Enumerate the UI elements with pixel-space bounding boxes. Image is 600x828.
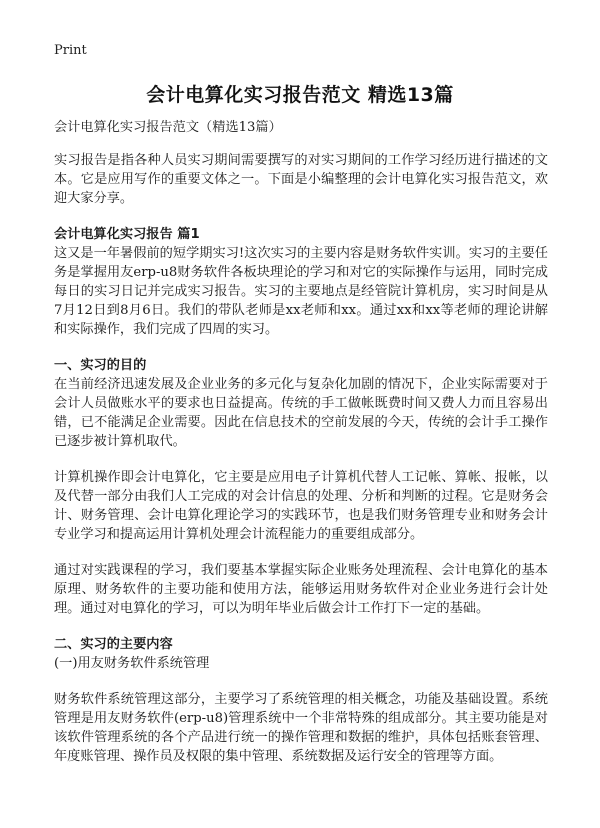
content-subheading-1: (一)用友财务软件系统管理: [54, 656, 210, 671]
intro-paragraph: 实习报告是指各种人员实习期间需要撰写的对实习期间的工作学习经历进行描述的文本。它是应用写作的重要文体之一。下面是小编整理的会计电算化实习报告范文，欢迎大家分享。: [54, 153, 548, 206]
content-paragraph-1: 财务软件系统管理这部分，主要学习了系统管理的相关概念，功能及基础设置。系统管理是用友财务软件(erp-u8)管理系统中一个非常特殊的组成部分。其主要功能是对该软件管理系统的各个产品进行统一的操作管理和数据的维护，具体包括账套管理、年度账管理、操作员及权限的集中管理、系统数据及运行安全的管理等方面。: [54, 692, 548, 764]
page-title: 会计电算化实习报告范文 精选13篇: [146, 84, 454, 106]
heading-content: 二、实习的主要内容: [54, 637, 173, 652]
section-heading-1: 会计电算化实习报告 篇1: [54, 227, 200, 242]
section1-paragraph: 这又是一年暑假前的短学期实习!这次实习的主要内容是财务软件实训。实习的主要任务是掌握用友erp-u8财务软件各板块理论的学习和对它的实际操作与运用，同时完成每日的实习日记并完成实习报告。实习的主要地点是经管院计算机房，实习时间是从7月12日到8月6日。我们的带队老师是xx老师和xx。通过xx和xx等老师的理论讲解和实际操作，我们完成了四周的实习。: [54, 246, 548, 337]
purpose-paragraph-3: 通过对实践课程的学习，我们要基本掌握实际企业账务处理流程、会计电算化的基本原理、财务软件的主要功能和使用方法，能够运用财务软件对企业业务进行会计处理。通过对电算化的学习，可以为明年毕业后做会计工作打下一定的基础。: [54, 563, 548, 616]
purpose-paragraph-1: 在当前经济迅速发展及企业业务的多元化与复杂化加剧的情况下，企业实际需要对于会计人员做账水平的要求也日益提高。传统的手工做帐既费时间又费人力而且容易出错，已不能满足企业需要。因此在信息技术的空前发展的今天，传统的会计手工操作已逐步被计算机取代。: [54, 377, 548, 449]
document-subtitle: 会计电算化实习报告范文（精选13篇）: [54, 120, 282, 135]
heading-purpose: 一、实习的目的: [54, 358, 147, 373]
print-link[interactable]: Print: [54, 43, 87, 58]
purpose-paragraph-2: 计算机操作即会计电算化，它主要是应用电子计算机代替人工记帐、算帐、报帐，以及代替一部分由我们人工完成的对会计信息的处理、分析和判断的过程。它是财务会计、财务管理、会计电算化理论学习的实践环节，也是我们财务管理专业和财务会计专业学习和提高运用计算机处理会计流程能力的重要组成部分。: [54, 470, 548, 542]
article-body: [54, 118, 548, 783]
